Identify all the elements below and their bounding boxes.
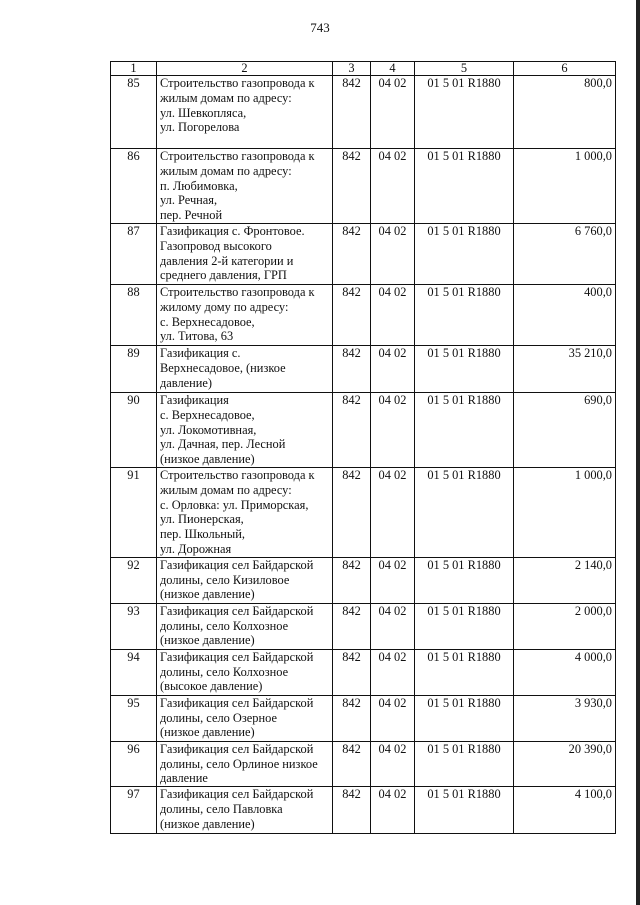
row-target-code: 01 5 01 R1880 — [415, 467, 514, 557]
row-number: 85 — [111, 76, 157, 149]
row-main-manager-code: 842 — [333, 557, 371, 603]
row-amount: 2 000,0 — [514, 603, 616, 649]
row-amount: 3 930,0 — [514, 695, 616, 741]
table-row — [111, 345, 616, 392]
row-section-code: 04 02 — [371, 695, 415, 741]
row-target-code: 01 5 01 R1880 — [415, 345, 514, 392]
row-main-manager-code: 842 — [333, 76, 371, 149]
row-section-code: 04 02 — [371, 557, 415, 603]
row-section-code: 04 02 — [371, 787, 415, 834]
row-main-manager-code: 842 — [333, 695, 371, 741]
column-header-amount: 6 — [514, 62, 616, 76]
row-main-manager-code: 842 — [333, 284, 371, 345]
budget-table — [110, 61, 616, 834]
column-header-description: 2 — [157, 62, 333, 76]
row-amount: 20 390,0 — [514, 741, 616, 786]
row-target-code: 01 5 01 R1880 — [415, 149, 514, 224]
row-description: Газификация сел Байдарской долины, село Павловка (низкое давление) — [157, 787, 333, 834]
row-description: Газификация с. Фронтовое. Газопровод высокого давления 2-й категории и среднего давления, ГРП — [157, 223, 333, 284]
row-section-code: 04 02 — [371, 467, 415, 557]
table-row — [111, 149, 616, 224]
row-section-code: 04 02 — [371, 149, 415, 224]
row-amount: 690,0 — [514, 392, 616, 467]
row-section-code: 04 02 — [371, 649, 415, 695]
row-description: Строительство газопровода к жилому дому по адресу: с. Верхнесадовое, ул. Титова, 63 — [157, 284, 333, 345]
row-section-code: 04 02 — [371, 741, 415, 786]
column-header-section: 4 — [371, 62, 415, 76]
scan-edge-shadow — [636, 0, 640, 905]
row-section-code: 04 02 — [371, 603, 415, 649]
page-number: 743 — [310, 20, 330, 35]
row-amount: 1 000,0 — [514, 149, 616, 224]
row-description: Газификация с. Верхнесадовое, (низкое давление) — [157, 345, 333, 392]
row-description: Строительство газопровода к жилым домам по адресу: с. Орловка: ул. Приморская, ул. Пионерская, пер. Школьный, ул. Дорожная — [157, 467, 333, 557]
row-section-code: 04 02 — [371, 345, 415, 392]
row-number: 96 — [111, 741, 157, 786]
column-header-number: 1 — [111, 62, 157, 76]
row-number: 88 — [111, 284, 157, 345]
table-header-row — [111, 62, 616, 76]
row-description: Газификация сел Байдарской долины, село Озерное (низкое давление) — [157, 695, 333, 741]
column-header-main-manager: 3 — [333, 62, 371, 76]
row-target-code: 01 5 01 R1880 — [415, 787, 514, 834]
row-target-code: 01 5 01 R1880 — [415, 284, 514, 345]
row-main-manager-code: 842 — [333, 345, 371, 392]
row-amount: 6 760,0 — [514, 223, 616, 284]
row-section-code: 04 02 — [371, 76, 415, 149]
row-main-manager-code: 842 — [333, 392, 371, 467]
row-amount: 1 000,0 — [514, 467, 616, 557]
row-target-code: 01 5 01 R1880 — [415, 557, 514, 603]
row-amount: 800,0 — [514, 76, 616, 149]
row-number: 97 — [111, 787, 157, 834]
table-row — [111, 603, 616, 649]
row-amount: 400,0 — [514, 284, 616, 345]
row-main-manager-code: 842 — [333, 467, 371, 557]
row-number: 90 — [111, 392, 157, 467]
row-target-code: 01 5 01 R1880 — [415, 695, 514, 741]
column-header-target-code: 5 — [415, 62, 514, 76]
row-main-manager-code: 842 — [333, 149, 371, 224]
row-amount: 35 210,0 — [514, 345, 616, 392]
table-row — [111, 649, 616, 695]
row-target-code: 01 5 01 R1880 — [415, 603, 514, 649]
table-row — [111, 467, 616, 557]
row-amount: 4 000,0 — [514, 649, 616, 695]
row-main-manager-code: 842 — [333, 223, 371, 284]
row-main-manager-code: 842 — [333, 603, 371, 649]
row-number: 93 — [111, 603, 157, 649]
row-number: 91 — [111, 467, 157, 557]
row-main-manager-code: 842 — [333, 649, 371, 695]
row-section-code: 04 02 — [371, 392, 415, 467]
row-description: Газификация сел Байдарской долины, село Колхозное (высокое давление) — [157, 649, 333, 695]
row-target-code: 01 5 01 R1880 — [415, 76, 514, 149]
row-number: 87 — [111, 223, 157, 284]
row-description: Газификация сел Байдарской долины, село Колхозное (низкое давление) — [157, 603, 333, 649]
row-target-code: 01 5 01 R1880 — [415, 649, 514, 695]
row-amount: 2 140,0 — [514, 557, 616, 603]
table-row — [111, 392, 616, 467]
table-row — [111, 223, 616, 284]
table-row — [111, 741, 616, 786]
table-row — [111, 76, 616, 149]
row-description: Строительство газопровода к жилым домам по адресу: п. Любимовка, ул. Речная, пер. Речной — [157, 149, 333, 224]
row-target-code: 01 5 01 R1880 — [415, 223, 514, 284]
row-number: 92 — [111, 557, 157, 603]
row-description: Газификация с. Верхнесадовое, ул. Локомотивная, ул. Дачная, пер. Лесной (низкое давление) — [157, 392, 333, 467]
row-section-code: 04 02 — [371, 223, 415, 284]
row-target-code: 01 5 01 R1880 — [415, 392, 514, 467]
row-main-manager-code: 842 — [333, 741, 371, 786]
row-number: 86 — [111, 149, 157, 224]
row-number: 89 — [111, 345, 157, 392]
row-amount: 4 100,0 — [514, 787, 616, 834]
table-row — [111, 557, 616, 603]
row-section-code: 04 02 — [371, 284, 415, 345]
row-description: Газификация сел Байдарской долины, село Орлиное низкое давление — [157, 741, 333, 786]
row-number: 94 — [111, 649, 157, 695]
row-number: 95 — [111, 695, 157, 741]
row-target-code: 01 5 01 R1880 — [415, 741, 514, 786]
row-description: Газификация сел Байдарской долины, село Кизиловое (низкое давление) — [157, 557, 333, 603]
row-description: Строительство газопровода к жилым домам по адресу: ул. Шевкопляса, ул. Погорелова — [157, 76, 333, 149]
row-main-manager-code: 842 — [333, 787, 371, 834]
table-row — [111, 284, 616, 345]
table-row — [111, 695, 616, 741]
table-row — [111, 787, 616, 834]
